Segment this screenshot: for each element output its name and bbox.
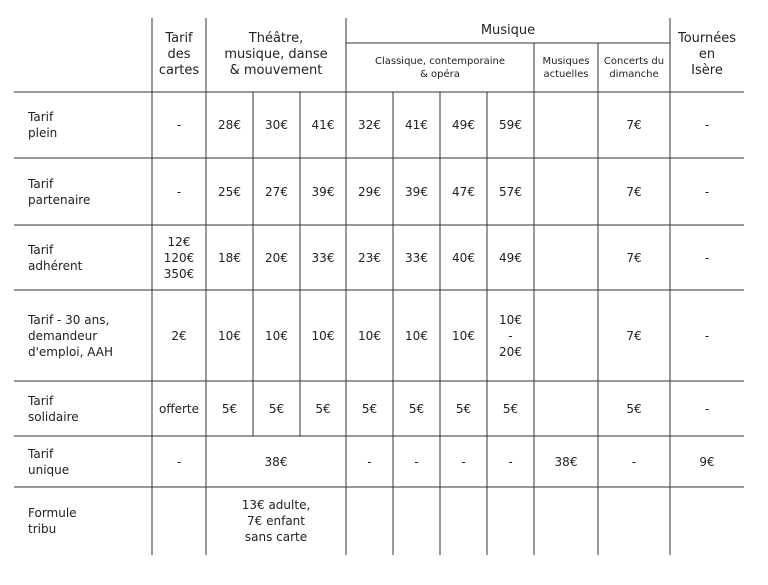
cell-musiques-actuelles (534, 92, 598, 158)
cell-cartes: - (176, 454, 182, 469)
cell-theatre: 5€ (315, 401, 331, 416)
cell-theatre: 5€ (268, 401, 285, 416)
cell-classique (393, 487, 440, 555)
cell-cartes: - (176, 118, 182, 132)
row-label: Formule tribu (28, 506, 77, 536)
row-label: Tarif - 30 ans, demandeur d'emploi, AAH (28, 312, 114, 359)
cell-classique: 41€ (405, 118, 428, 132)
cell-classique: 10€ (358, 328, 381, 343)
cell-tournees: - (704, 401, 710, 416)
cell-concerts-dimanche: 7€ (626, 184, 642, 199)
cell-classique: 57€ (499, 184, 522, 199)
cell-theatre: 33€ (311, 250, 335, 265)
cell-classique: 33€ (405, 250, 428, 265)
cell-concerts-dimanche: - (631, 454, 637, 469)
cell-tournees (670, 487, 744, 555)
cell-theatre: 10€ (218, 328, 241, 343)
cell-classique: 5€ (455, 401, 472, 416)
cell-classique: - (367, 454, 372, 469)
row-label: Tarif adhérent (28, 242, 83, 273)
cell-classique: 40€ (452, 250, 475, 265)
cell-musiques-actuelles (534, 158, 598, 225)
cell-classique: 5€ (361, 401, 378, 416)
cell-classique: 29€ (358, 184, 381, 199)
cell-classique: 39€ (405, 184, 428, 199)
cell-theatre: 27€ (265, 184, 288, 199)
row-label: Tarif unique (28, 446, 70, 477)
cell-cartes: - (176, 184, 182, 199)
row-label: Tarif plein (28, 110, 58, 140)
cell-theatre: 25€ (218, 184, 241, 199)
cell-theatre: 18€ (218, 250, 241, 265)
cell-concerts-dimanche: 5€ (626, 401, 642, 416)
cell-musiques-actuelles (534, 487, 598, 555)
cell-theatre: 39€ (311, 184, 335, 199)
cell-musiques-actuelles (534, 381, 598, 436)
cell-theatre: 30€ (265, 118, 288, 132)
header-classique: Classique, contemporaine & opéra (374, 55, 506, 80)
cell-theatre: 28€ (218, 118, 241, 132)
cell-classique: 5€ (408, 401, 425, 416)
cell-cartes: 2€ (171, 328, 187, 343)
cell-classique: - (461, 454, 466, 469)
header-theatre: Théâtre, musique, danse & mouvement (224, 31, 328, 78)
cell-classique (487, 487, 534, 555)
cell-musiques-actuelles (534, 290, 598, 381)
header-musique: Musique (480, 22, 536, 38)
cell-theatre-merged: 13€ adulte, 7€ enfant sans carte (241, 498, 311, 544)
header-concerts-dimanche: Concerts du dimanche (603, 55, 665, 80)
cell-classique: 10€ (452, 328, 475, 343)
cell-tournees: 9€ (699, 454, 715, 469)
cell-classique: 47€ (452, 184, 475, 199)
cell-theatre: 10€ (265, 328, 288, 343)
cell-theatre: 10€ (311, 328, 335, 343)
cell-theatre: 5€ (221, 401, 238, 416)
cell-classique (346, 487, 393, 555)
cell-classique: 5€ (502, 401, 519, 416)
cell-concerts-dimanche: 7€ (626, 250, 642, 265)
cell-tournees: - (704, 184, 710, 199)
cell-classique (440, 487, 487, 555)
cell-cartes (152, 487, 206, 555)
row-label: Tarif solidaire (28, 393, 79, 424)
cell-tournees: - (704, 250, 710, 265)
cell-classique: - (508, 454, 513, 469)
cell-classique: 23€ (358, 250, 381, 265)
row-label: Tarif partenaire (28, 176, 91, 207)
cell-theatre: 41€ (311, 118, 335, 132)
cell-cartes: offerte (158, 401, 199, 416)
header-musiques-actuelles: Musiques actuelles (542, 55, 590, 80)
cell-concerts-dimanche: 7€ (626, 118, 642, 132)
cell-tournees: - (704, 328, 710, 343)
cell-musiques-actuelles: 38€ (554, 454, 578, 469)
cell-cartes: 12€ 120€ 350€ (163, 234, 195, 281)
header-tournees: Tournées en Isère (677, 31, 737, 78)
cell-tournees: - (704, 118, 710, 132)
cell-classique: 10€ (405, 328, 428, 343)
cell-classique: 32€ (358, 118, 381, 132)
cell-theatre: 20€ (265, 250, 288, 265)
cell-musiques-actuelles (534, 225, 598, 290)
cell-classique: 59€ (499, 118, 522, 132)
cell-classique: 10€ - 20€ (499, 312, 522, 359)
cell-theatre-merged: 38€ (264, 454, 288, 469)
cell-concerts-dimanche: 7€ (626, 328, 642, 343)
header-tarif-cartes: Tarif des cartes (158, 31, 200, 78)
cell-concerts-dimanche (598, 487, 670, 555)
cell-classique: 49€ (452, 118, 475, 132)
cell-classique: - (414, 454, 419, 469)
cell-classique: 49€ (499, 250, 522, 265)
